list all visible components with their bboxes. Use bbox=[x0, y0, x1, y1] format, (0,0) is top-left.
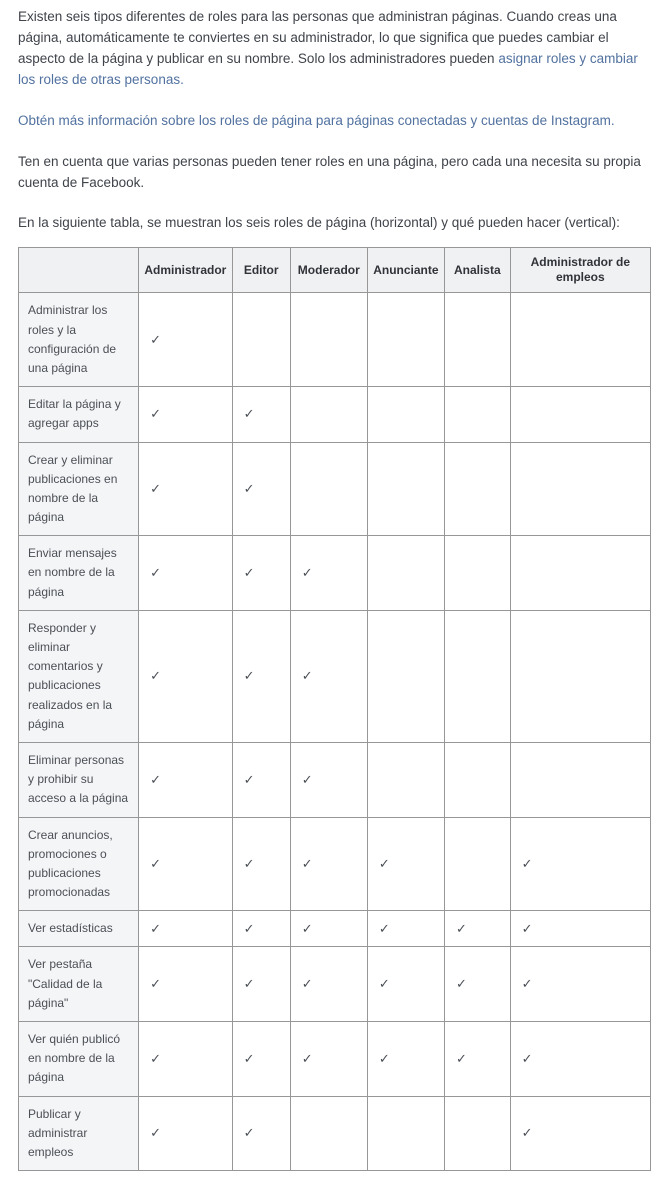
check-cell-empty bbox=[444, 610, 510, 742]
table-row bbox=[19, 1022, 651, 1097]
check-cell-empty bbox=[444, 1096, 510, 1171]
check-cell-checked bbox=[139, 293, 233, 387]
check-icon: ✓ bbox=[455, 976, 467, 992]
check-cell-checked bbox=[367, 817, 444, 911]
check-icon: ✓ bbox=[521, 920, 533, 936]
check-icon: ✓ bbox=[301, 976, 313, 992]
check-cell-checked bbox=[232, 911, 290, 947]
check-cell-empty bbox=[290, 1096, 367, 1171]
row-label: Administrar los roles y la configuración de una página bbox=[19, 293, 139, 387]
check-cell-empty bbox=[444, 536, 510, 611]
row-label: Crear anuncios, promociones o publicaciones promocionadas bbox=[19, 817, 139, 911]
check-cell-empty bbox=[510, 536, 650, 611]
row-label: Eliminar personas y prohibir su acceso a la página bbox=[19, 742, 139, 817]
check-icon: ✓ bbox=[243, 1050, 255, 1066]
row-label: Ver pestaña "Calidad de la página" bbox=[19, 947, 139, 1022]
check-cell-checked bbox=[444, 947, 510, 1022]
check-cell-checked bbox=[232, 817, 290, 911]
check-cell-checked bbox=[510, 1022, 650, 1097]
check-icon: ✓ bbox=[455, 920, 467, 936]
check-cell-empty bbox=[367, 742, 444, 817]
check-icon: ✓ bbox=[243, 406, 255, 422]
check-cell-empty bbox=[290, 442, 367, 536]
check-cell-checked bbox=[139, 742, 233, 817]
check-cell-empty bbox=[367, 293, 444, 387]
table-row bbox=[19, 817, 651, 911]
check-icon: ✓ bbox=[243, 668, 255, 684]
check-cell-checked bbox=[510, 947, 650, 1022]
learn-more-paragraph bbox=[18, 111, 653, 132]
page-roles-table bbox=[18, 247, 651, 1171]
table-intro-paragraph: En la siguiente tabla, se muestran los seis roles de página (horizontal) y qué pueden hacer (vertical): bbox=[18, 215, 620, 231]
check-cell-empty bbox=[510, 442, 650, 536]
check-icon: ✓ bbox=[243, 1125, 255, 1141]
check-icon: ✓ bbox=[521, 1050, 533, 1066]
row-label: Publicar y administrar empleos bbox=[19, 1096, 139, 1171]
check-cell-empty bbox=[444, 293, 510, 387]
row-label: Editar la página y agregar apps bbox=[19, 387, 139, 442]
check-cell-checked bbox=[510, 817, 650, 911]
check-icon: ✓ bbox=[455, 1050, 467, 1066]
table-row bbox=[19, 947, 651, 1022]
check-icon: ✓ bbox=[243, 771, 255, 787]
check-cell-checked bbox=[232, 742, 290, 817]
check-cell-checked bbox=[139, 911, 233, 947]
check-cell-empty bbox=[367, 442, 444, 536]
check-cell-empty bbox=[232, 293, 290, 387]
check-cell-empty bbox=[290, 387, 367, 442]
column-header: Administrador bbox=[139, 248, 233, 293]
table-row bbox=[19, 911, 651, 947]
check-icon: ✓ bbox=[150, 565, 161, 581]
check-cell-empty bbox=[444, 817, 510, 911]
table-row bbox=[19, 742, 651, 817]
check-cell-checked bbox=[290, 536, 367, 611]
roles-table-body bbox=[19, 293, 651, 1171]
check-cell-empty bbox=[444, 387, 510, 442]
check-cell-checked bbox=[139, 442, 233, 536]
check-cell-empty bbox=[367, 387, 444, 442]
check-cell-empty bbox=[444, 442, 510, 536]
check-icon: ✓ bbox=[243, 855, 255, 871]
check-icon: ✓ bbox=[150, 331, 161, 347]
check-cell-checked bbox=[232, 1096, 290, 1171]
check-icon: ✓ bbox=[150, 406, 161, 422]
check-cell-empty bbox=[510, 387, 650, 442]
check-cell-checked bbox=[232, 1022, 290, 1097]
check-cell-checked bbox=[290, 610, 367, 742]
check-cell-checked bbox=[290, 911, 367, 947]
check-icon: ✓ bbox=[301, 1050, 313, 1066]
check-cell-checked bbox=[367, 1022, 444, 1097]
check-cell-checked bbox=[139, 817, 233, 911]
assign-roles-link[interactable]: asignar roles y cambiar los roles de otras personas. bbox=[18, 50, 638, 87]
check-cell-checked bbox=[232, 536, 290, 611]
column-header: Editor bbox=[232, 248, 290, 293]
check-icon: ✓ bbox=[301, 855, 313, 871]
check-icon: ✓ bbox=[378, 920, 390, 936]
check-cell-empty bbox=[290, 293, 367, 387]
check-icon: ✓ bbox=[301, 565, 313, 581]
row-label: Ver quién publicó en nombre de la página bbox=[19, 1022, 139, 1097]
intro-paragraph bbox=[18, 7, 653, 91]
check-icon: ✓ bbox=[301, 920, 313, 936]
check-cell-empty bbox=[510, 293, 650, 387]
check-cell-checked bbox=[139, 387, 233, 442]
check-cell-empty bbox=[510, 610, 650, 742]
check-cell-checked bbox=[139, 1096, 233, 1171]
table-row bbox=[19, 387, 651, 442]
intro-text: Existen seis tipos diferentes de roles para las personas que administran páginas. Cuando creas una página, automáticamente te conviertes en su administrador, lo que significa que puedes cambiar el aspecto de la página y publicar en su nombre. Solo los administradores pueden bbox=[18, 9, 617, 66]
check-icon: ✓ bbox=[150, 920, 161, 936]
table-row bbox=[19, 442, 651, 536]
table-row bbox=[19, 610, 651, 742]
header-row bbox=[19, 248, 651, 293]
table-row bbox=[19, 1096, 651, 1171]
check-cell-checked bbox=[139, 947, 233, 1022]
check-icon: ✓ bbox=[150, 855, 161, 871]
check-cell-empty bbox=[510, 742, 650, 817]
check-cell-checked bbox=[290, 742, 367, 817]
corner-header-cell bbox=[19, 248, 139, 293]
check-cell-checked bbox=[232, 610, 290, 742]
row-label: Ver estadísticas bbox=[19, 911, 139, 947]
note-paragraph: Ten en cuenta que varias personas pueden tener roles en una página, pero cada una necesita su propia cuenta de Facebook. bbox=[18, 153, 641, 190]
check-icon: ✓ bbox=[243, 976, 255, 992]
table-row bbox=[19, 293, 651, 387]
table-row bbox=[19, 536, 651, 611]
check-cell-empty bbox=[367, 1096, 444, 1171]
check-cell-checked bbox=[444, 1022, 510, 1097]
check-cell-checked bbox=[290, 1022, 367, 1097]
check-cell-checked bbox=[139, 610, 233, 742]
row-label: Enviar mensajes en nombre de la página bbox=[19, 536, 139, 611]
check-cell-checked bbox=[290, 817, 367, 911]
column-header: Moderador bbox=[290, 248, 367, 293]
check-icon: ✓ bbox=[378, 976, 390, 992]
check-icon: ✓ bbox=[301, 668, 313, 684]
column-header: Administrador de empleos bbox=[510, 248, 650, 293]
check-cell-checked bbox=[139, 1022, 233, 1097]
check-cell-empty bbox=[367, 610, 444, 742]
row-label: Responder y eliminar comentarios y publicaciones realizados en la página bbox=[19, 610, 139, 742]
check-cell-checked bbox=[232, 947, 290, 1022]
check-cell-checked bbox=[139, 536, 233, 611]
roles-table-header bbox=[19, 248, 651, 293]
check-icon: ✓ bbox=[378, 1050, 390, 1066]
check-icon: ✓ bbox=[150, 976, 161, 992]
page-roles-instagram-link[interactable]: Obtén más información sobre los roles de página para páginas conectadas y cuentas de Instagram. bbox=[18, 112, 615, 128]
check-icon: ✓ bbox=[150, 480, 161, 496]
check-icon: ✓ bbox=[150, 668, 161, 684]
column-header: Analista bbox=[444, 248, 510, 293]
check-icon: ✓ bbox=[150, 1050, 161, 1066]
check-cell-checked bbox=[510, 1096, 650, 1171]
check-icon: ✓ bbox=[243, 480, 255, 496]
column-header: Anunciante bbox=[367, 248, 444, 293]
check-icon: ✓ bbox=[378, 855, 390, 871]
check-icon: ✓ bbox=[150, 1125, 161, 1141]
check-icon: ✓ bbox=[301, 771, 313, 787]
check-icon: ✓ bbox=[521, 855, 533, 871]
check-icon: ✓ bbox=[150, 771, 161, 787]
check-cell-empty bbox=[367, 536, 444, 611]
check-cell-checked bbox=[232, 387, 290, 442]
check-icon: ✓ bbox=[521, 1125, 533, 1141]
check-icon: ✓ bbox=[521, 976, 533, 992]
check-cell-checked bbox=[510, 911, 650, 947]
check-cell-checked bbox=[232, 442, 290, 536]
check-cell-checked bbox=[367, 947, 444, 1022]
check-cell-checked bbox=[444, 911, 510, 947]
check-cell-checked bbox=[367, 911, 444, 947]
check-cell-checked bbox=[290, 947, 367, 1022]
row-label: Crear y eliminar publicaciones en nombre de la página bbox=[19, 442, 139, 536]
check-icon: ✓ bbox=[243, 565, 255, 581]
check-cell-empty bbox=[444, 742, 510, 817]
check-icon: ✓ bbox=[243, 920, 255, 936]
